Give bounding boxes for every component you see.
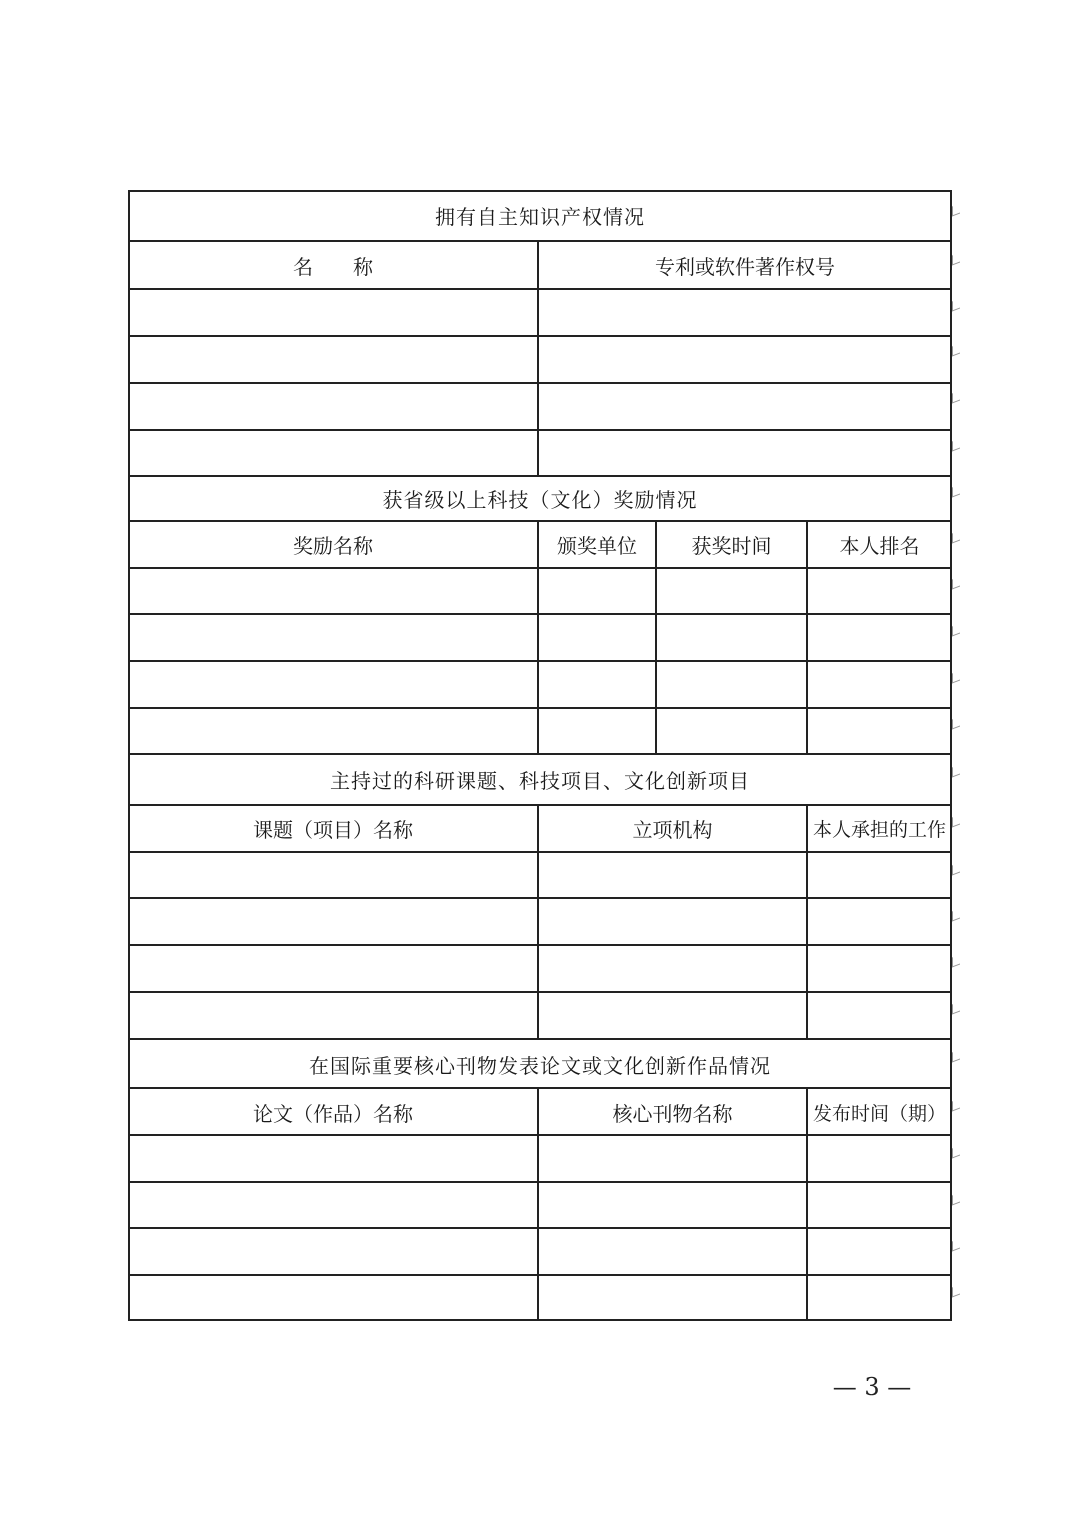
- row-end-mark: [952, 299, 960, 312]
- column-divider: [537, 805, 539, 1039]
- section-title-row: [128, 476, 952, 521]
- rule: [128, 1274, 952, 1276]
- rule: [128, 1227, 952, 1229]
- table-row: [128, 992, 952, 1039]
- table-row: [128, 945, 952, 992]
- cell-ip-name[interactable]: [128, 383, 538, 430]
- cell-project-name[interactable]: [128, 852, 538, 898]
- cell-ip-number[interactable]: [538, 430, 952, 476]
- column-divider: [537, 241, 539, 476]
- cell-award-rank[interactable]: [807, 708, 952, 754]
- rule: [128, 944, 952, 946]
- rule: [128, 1134, 952, 1136]
- row-end-mark: [952, 485, 960, 498]
- table-row: [128, 1182, 952, 1228]
- cell-paper-name[interactable]: [128, 1228, 538, 1275]
- rule: [128, 335, 952, 337]
- cell-award-name[interactable]: [128, 614, 538, 661]
- row-end-mark: [952, 955, 960, 968]
- rule: [128, 475, 952, 477]
- cell-ip-number[interactable]: [538, 289, 952, 336]
- row-end-mark: [952, 863, 960, 876]
- row-end-mark: [952, 815, 960, 828]
- header-project-org: 立项机构: [632, 818, 713, 842]
- table-row: [128, 1228, 952, 1275]
- section-title-row: [128, 190, 952, 241]
- cell-award-rank[interactable]: [807, 568, 952, 614]
- row-end-mark: [952, 1050, 960, 1063]
- row-end-mark: [952, 1239, 960, 1252]
- row-end-mark: [952, 344, 960, 357]
- header-publish-date: 发布时间（期）: [812, 1102, 946, 1125]
- table-row: [128, 708, 952, 754]
- border-left: [128, 190, 130, 1321]
- section-title-row: [128, 1039, 952, 1089]
- row-end-mark: [952, 717, 960, 730]
- cell-paper-name[interactable]: [128, 1275, 538, 1321]
- table-row: [128, 383, 952, 430]
- row-end-mark: [952, 253, 960, 266]
- cell-project-name[interactable]: [128, 992, 538, 1039]
- table-row: [128, 336, 952, 383]
- cell-project-org[interactable]: [538, 898, 807, 945]
- row-end-mark: [952, 439, 960, 452]
- column-divider: [537, 1088, 539, 1321]
- cell-ip-number[interactable]: [538, 336, 952, 383]
- rule: [128, 991, 952, 993]
- form-table: [128, 190, 952, 1321]
- cell-journal-name[interactable]: [538, 1228, 807, 1275]
- cell-award-name[interactable]: [128, 661, 538, 708]
- header-award-name: 奖励名称: [293, 534, 373, 558]
- cell-award-org[interactable]: [538, 568, 656, 614]
- row-end-mark: [952, 204, 960, 217]
- cell-project-name[interactable]: [128, 945, 538, 992]
- header-journal-name: 核心刊物名称: [612, 1101, 733, 1126]
- header-patent-number: 专利或软件著作权号: [655, 254, 835, 279]
- cell-project-org[interactable]: [538, 852, 807, 898]
- section-title-row: [128, 754, 952, 805]
- row-end-mark: [952, 1193, 960, 1206]
- table-row: [128, 614, 952, 661]
- cell-ip-name[interactable]: [128, 289, 538, 336]
- cell-project-role[interactable]: [807, 852, 952, 898]
- rule: [128, 753, 952, 755]
- table-row: [128, 852, 952, 898]
- row-end-mark: [952, 1002, 960, 1015]
- rule: [128, 804, 952, 806]
- cell-publish-date[interactable]: [807, 1275, 952, 1321]
- header-paper-name: 论文（作品）名称: [253, 1101, 413, 1126]
- row-end-mark: [952, 1099, 960, 1112]
- cell-award-rank[interactable]: [807, 661, 952, 708]
- cell-award-date[interactable]: [656, 568, 807, 614]
- rule: [128, 567, 952, 569]
- header-award-org: 颁奖单位: [557, 534, 637, 558]
- header-name: 名 称: [293, 254, 373, 279]
- row-end-mark: [952, 624, 960, 637]
- cell-ip-name[interactable]: [128, 336, 538, 383]
- table-row: [128, 568, 952, 614]
- cell-journal-name[interactable]: [538, 1182, 807, 1228]
- row-end-mark: [952, 671, 960, 684]
- cell-award-org[interactable]: [538, 661, 656, 708]
- row-end-mark: [952, 909, 960, 922]
- cell-award-rank[interactable]: [807, 614, 952, 661]
- cell-project-role[interactable]: [807, 945, 952, 992]
- header-project-name: 课题（项目）名称: [253, 818, 413, 842]
- cell-award-name[interactable]: [128, 568, 538, 614]
- header-row: [128, 521, 952, 568]
- cell-project-role[interactable]: [807, 898, 952, 945]
- column-divider: [655, 521, 657, 754]
- rule: [128, 1181, 952, 1183]
- header-award-rank: 本人排名: [839, 534, 920, 558]
- row-end-mark: [952, 1285, 960, 1298]
- cell-award-date[interactable]: [656, 661, 807, 708]
- column-divider: [806, 521, 808, 754]
- rule: [128, 382, 952, 384]
- column-divider: [537, 521, 539, 754]
- rule: [128, 660, 952, 662]
- cell-paper-name[interactable]: [128, 1182, 538, 1228]
- cell-award-org[interactable]: [538, 708, 656, 754]
- row-end-mark: [952, 577, 960, 590]
- header-award-date: 获奖时间: [691, 534, 772, 558]
- cell-award-date[interactable]: [656, 614, 807, 661]
- rule: [128, 613, 952, 615]
- cell-publish-date[interactable]: [807, 1228, 952, 1275]
- row-end-mark: [952, 1146, 960, 1159]
- rule: [128, 288, 952, 290]
- row-end-mark: [952, 765, 960, 778]
- row-end-mark: [952, 391, 960, 404]
- column-divider: [806, 805, 808, 1039]
- table-row: [128, 1135, 952, 1182]
- cell-ip-number[interactable]: [538, 383, 952, 430]
- header-project-role: 本人承担的工作: [812, 819, 946, 841]
- rule: [128, 851, 952, 853]
- cell-project-name[interactable]: [128, 898, 538, 945]
- section-title-ip: 拥有自主知识产权情况: [435, 205, 645, 229]
- table-row: [128, 1275, 952, 1321]
- cell-ip-name[interactable]: [128, 430, 538, 476]
- cell-journal-name[interactable]: [538, 1135, 807, 1182]
- header-row: [128, 241, 952, 289]
- section-title-awards: 获省级以上科技（文化）奖励情况: [382, 488, 698, 512]
- rule: [128, 429, 952, 431]
- header-row: [128, 805, 952, 852]
- table-row: [128, 661, 952, 708]
- cell-award-date[interactable]: [656, 708, 807, 754]
- cell-paper-name[interactable]: [128, 1135, 538, 1182]
- section-title-projects: 主持过的科研课题、科技项目、文化创新项目: [330, 769, 750, 793]
- rule: [128, 520, 952, 522]
- cell-award-org[interactable]: [538, 614, 656, 661]
- rule: [128, 1087, 952, 1089]
- row-end-mark: [952, 531, 960, 544]
- rule: [128, 190, 952, 192]
- page-number: — 3 —: [832, 1373, 912, 1401]
- cell-award-name[interactable]: [128, 708, 538, 754]
- table-row: [128, 430, 952, 476]
- cell-project-role[interactable]: [807, 992, 952, 1039]
- column-divider: [806, 1088, 808, 1321]
- section-title-papers: 在国际重要核心刊物发表论文或文化创新作品情况: [309, 1053, 771, 1078]
- header-row: [128, 1089, 952, 1135]
- cell-publish-date[interactable]: [807, 1182, 952, 1228]
- rule: [128, 1038, 952, 1040]
- cell-project-org[interactable]: [538, 992, 807, 1039]
- cell-project-org[interactable]: [538, 945, 807, 992]
- rule: [128, 897, 952, 899]
- cell-journal-name[interactable]: [538, 1275, 807, 1321]
- table-row: [128, 289, 952, 336]
- cell-publish-date[interactable]: [807, 1135, 952, 1182]
- rule: [128, 240, 952, 242]
- rule: [128, 1319, 952, 1321]
- table-row: [128, 898, 952, 945]
- rule: [128, 707, 952, 709]
